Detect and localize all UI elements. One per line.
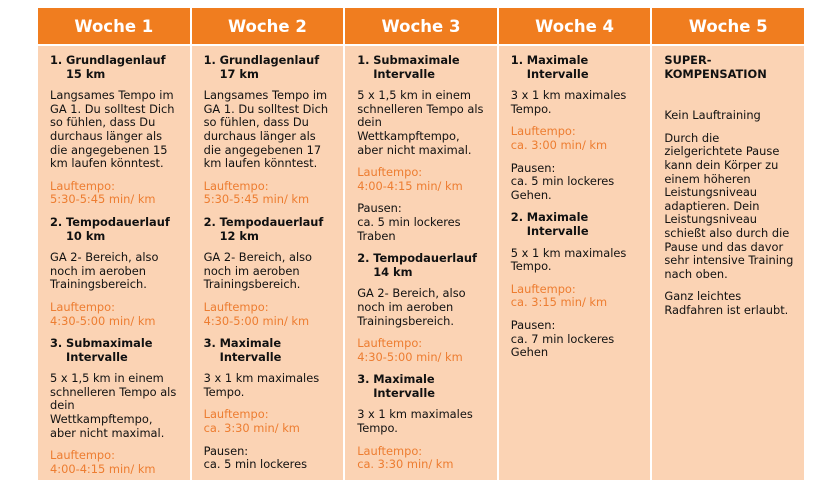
workout-pace: Lauftempo: 5:30-5:45 min/ km: [50, 178, 156, 207]
cycling-note: Ganz leichtes Radfahren ist erlaubt.: [664, 289, 789, 317]
workout-description: GA 2- Bereich, also noch im aeroben Trainingsbereich.: [203, 250, 313, 292]
workout-number: 1.: [203, 53, 216, 67]
workout-pace: Lauftempo: 5:30-5:45 min/ km: [203, 178, 310, 207]
workout-description: 3 x 1 km maximales Tempo.: [203, 371, 320, 399]
rest-note: Kein Lauftraining: [664, 108, 761, 123]
supercompensation-title: SUPER- KOMPENSATION: [664, 53, 767, 81]
week-2-body: [192, 46, 344, 480]
workout-description: 3 x 1 km maximales Tempo.: [510, 88, 627, 116]
workout-name: Submaximale Intervalle: [373, 53, 460, 81]
workout-title: [204, 216, 334, 243]
workout-title: [204, 54, 334, 81]
workout-name: Submaximale Intervalle: [66, 336, 153, 364]
week-2-header: Woche 2: [192, 8, 344, 46]
workout-number: 2.: [357, 251, 370, 266]
workout-pace: Lauftempo: 4:30-5:00 min/ km: [50, 299, 156, 328]
workout-name: Maximale Intervalle: [373, 372, 435, 400]
workout-title: [511, 54, 641, 81]
workout-title: [50, 54, 180, 81]
workout-pace: Lauftempo: 4:30-5:00 min/ km: [357, 336, 463, 364]
workout-number: 3.: [357, 372, 370, 387]
supercompensation-explanation: Durch die zielgerichtete Pause kann dein Körper zu einem höheren Leistungsniveau adaptieren. Dein Leistungsniveau schießt also durch die Pause und das davor sehr intensive Training nach oben.: [664, 130, 794, 281]
workout-rest: Pausen: ca. 5 min lockeres Gehen.: [510, 160, 615, 202]
workout-description: GA 2- Bereich, also noch im aeroben Trainingsbereich.: [357, 286, 466, 328]
workout-name: Grundlagenlauf 17 km: [219, 53, 320, 81]
workout-number: 1.: [510, 53, 524, 67]
workout-pace: Lauftempo: 4:00-4:15 min/ km: [357, 165, 463, 193]
week-3-column: [345, 8, 497, 480]
workout-description: 5 x 1 km maximales Tempo.: [510, 245, 627, 274]
workout-title: [511, 211, 641, 238]
workout-name: Tempodauerlauf 12 km: [219, 214, 324, 243]
week-3-header: Woche 3: [345, 8, 497, 46]
workout-number: 1.: [50, 53, 63, 67]
workout-pace: Lauftempo: 4:30-5:00 min/ km: [203, 299, 310, 328]
week-5-column: [652, 8, 804, 480]
workout-name: Tempodauerlauf 10 km: [66, 214, 170, 243]
week-2-column: [192, 8, 344, 480]
spacer: [664, 89, 794, 109]
week-1-header: Woche 1: [38, 8, 190, 46]
workout-title: [357, 54, 487, 81]
workout-pace: Lauftempo: ca. 3:30 min/ km: [203, 407, 300, 436]
workout-number: 3.: [50, 336, 63, 351]
workout-name: Maximale Intervalle: [219, 336, 282, 364]
workout-name: Maximale Intervalle: [526, 210, 589, 238]
workout-title: [357, 373, 487, 400]
workout-number: 2.: [203, 214, 216, 229]
training-plan-table: [38, 8, 804, 480]
workout-description: 3 x 1 km maximales Tempo.: [357, 407, 473, 436]
workout-pace: Lauftempo: ca. 3:15 min/ km: [510, 281, 608, 310]
workout-number: 2.: [510, 210, 524, 225]
week-4-header: Woche 4: [499, 8, 651, 46]
workout-rest: Pausen: ca. 7 min lockeres Gehen: [510, 317, 615, 360]
workout-description: 5 x 1,5 km in einem schnelleren Tempo als dein Wettkampftempo, aber nicht maximal.: [357, 88, 484, 157]
workout-name: Tempodauerlauf 14 km: [373, 251, 477, 279]
workout-title: [50, 216, 180, 243]
week-5-body: [652, 46, 804, 480]
workout-title: [204, 337, 334, 364]
workout-name: Grundlagenlauf 15 km: [66, 53, 166, 81]
week-1-column: [38, 8, 190, 480]
workout-pace: Lauftempo: ca. 3:30 min/ km: [357, 443, 454, 472]
week-4-body: [499, 46, 651, 480]
week-4-column: [499, 8, 651, 480]
workout-description: 5 x 1,5 km in einem schnelleren Tempo als dein Wettkampftempo, aber nicht maximal.: [50, 371, 177, 440]
workout-title: [357, 252, 487, 279]
workout-pace: Lauftempo: ca. 3:00 min/ km: [510, 124, 608, 152]
workout-number: 1.: [357, 53, 370, 67]
workout-description: GA 2- Bereich, also noch im aeroben Trainingsbereich.: [50, 250, 159, 292]
week-5-header: Woche 5: [652, 8, 804, 46]
workout-name: Maximale Intervalle: [526, 53, 589, 81]
workout-rest: Pausen: ca. 5 min lockeres Traben: [357, 201, 461, 243]
workout-number: 3.: [203, 336, 216, 351]
workout-title: [50, 337, 180, 364]
workout-description: Langsames Tempo im GA 1. Du solltest Dich so fühlen, dass Du durchaus länger als die angegebenen 15 km laufen könntest.: [50, 88, 175, 171]
workout-pace: Lauftempo: 4:00-4:15 min/ km: [50, 448, 156, 476]
week-3-body: [345, 46, 497, 480]
week-1-body: [38, 46, 190, 480]
workout-number: 2.: [50, 214, 63, 229]
workout-rest: Pausen: ca. 5 min lockeres: [203, 443, 308, 472]
workout-description: Langsames Tempo im GA 1. Du solltest Dich so fühlen, dass Du durchaus länger als die angegebenen 17 km laufen könntest.: [203, 88, 329, 171]
